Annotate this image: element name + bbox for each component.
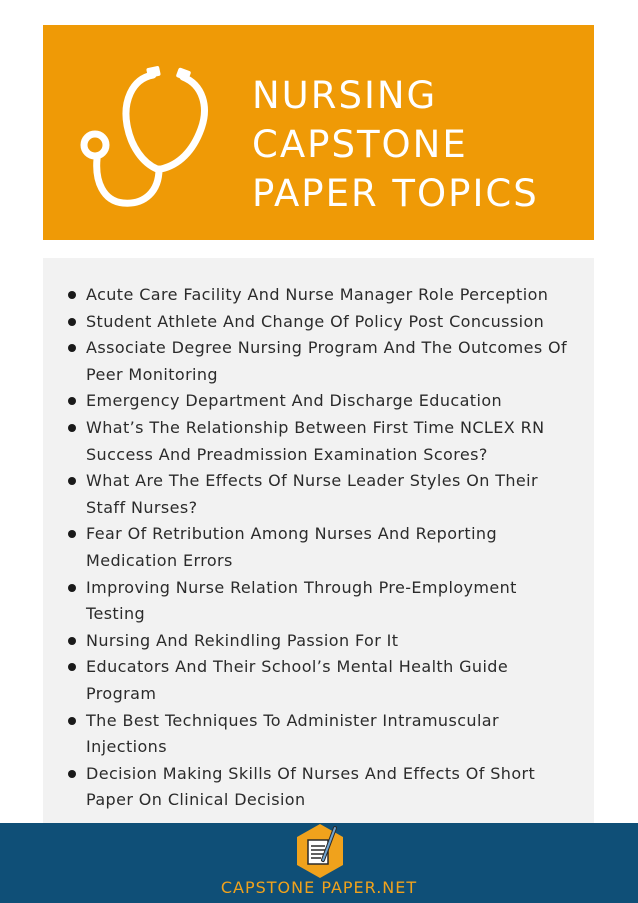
bullet-icon — [68, 424, 76, 432]
list-item — [43, 309, 594, 336]
topic-text: What Are The Effects Of Nurse Leader Styles On Their Staff Nurses? — [86, 471, 539, 517]
list-item — [43, 628, 594, 655]
bullet-icon — [68, 291, 76, 299]
topic-text: Student Athlete And Change Of Policy Post Concussion — [86, 311, 545, 331]
title-line-1: NURSING — [252, 74, 438, 117]
topic-text: What’s The Relationship Between First Time NCLEX RN Success And Preadmission Examination Scores? — [86, 417, 545, 464]
list-item — [43, 335, 594, 388]
topic-text: Emergency Department And Discharge Education — [86, 391, 503, 411]
bullet-icon — [68, 344, 76, 352]
list-item — [43, 654, 594, 707]
topic-text: Acute Care Facility And Nurse Manager Role Perception — [86, 285, 549, 304]
topic-text: The Best Techniques To Administer Intramuscular Injections — [86, 710, 499, 757]
topics-list — [43, 282, 594, 814]
topics-panel — [43, 258, 594, 825]
bullet-icon — [68, 637, 76, 645]
title-line-2: CAPSTONE — [252, 123, 468, 166]
list-item — [43, 468, 594, 521]
stethoscope-icon — [71, 63, 221, 213]
bullet-icon — [68, 318, 76, 326]
bullet-icon — [68, 397, 76, 405]
list-item — [43, 761, 594, 814]
page-title — [252, 71, 539, 218]
document-pen-icon — [289, 820, 351, 882]
bullet-icon — [68, 477, 76, 485]
bullet-icon — [68, 530, 76, 538]
list-item — [43, 388, 594, 415]
topic-text: Nursing And Rekindling Passion For It — [86, 630, 399, 650]
topic-text: Improving Nurse Relation Through Pre-Employment Testing — [86, 577, 517, 624]
topic-text: Decision Making Skills Of Nurses And Effects Of Short Paper On Clinical Decision — [86, 763, 536, 810]
list-item — [43, 521, 594, 574]
title-line-3: PAPER TOPICS — [252, 172, 539, 215]
list-item — [43, 708, 594, 761]
list-item — [43, 415, 594, 468]
bullet-icon — [68, 717, 76, 725]
list-item — [43, 282, 594, 309]
topic-text: Fear Of Retribution Among Nurses And Reporting Medication Errors — [86, 524, 498, 570]
bullet-icon — [68, 584, 76, 592]
bullet-icon — [68, 770, 76, 778]
header-banner — [43, 25, 594, 240]
list-item — [43, 575, 594, 628]
topic-text: Associate Degree Nursing Program And The Outcomes Of Peer Monitoring — [86, 338, 568, 384]
bullet-icon — [68, 663, 76, 671]
site-name: CAPSTONE PAPER.NET — [220, 878, 418, 897]
topic-text: Educators And Their School’s Mental Health Guide Program — [86, 657, 509, 703]
